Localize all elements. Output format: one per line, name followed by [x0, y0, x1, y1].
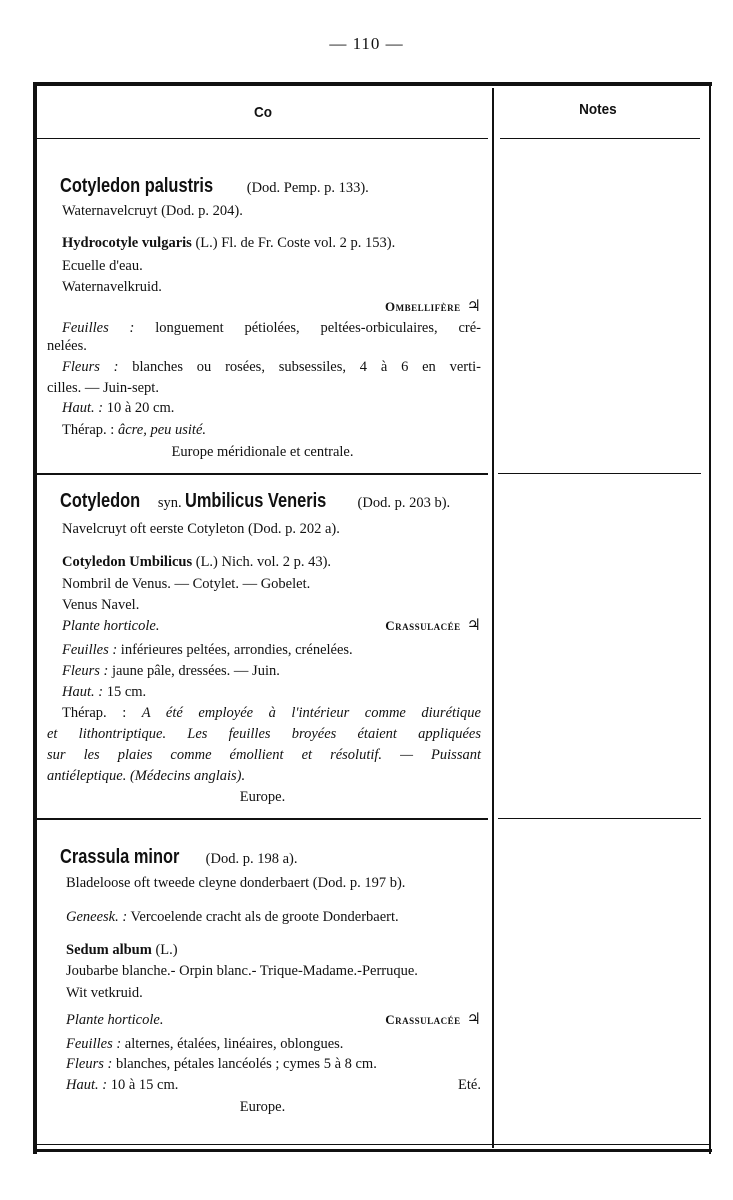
- entry-line: [62, 358, 481, 376]
- italic-text: Feuilles :: [62, 320, 135, 336]
- text: Europe.: [239, 1099, 286, 1115]
- entry-line: [66, 1055, 377, 1073]
- text: alternes, étalées, linéaires, oblongues.: [121, 1036, 344, 1052]
- italic-text: Haut. :: [62, 684, 104, 700]
- species-name: Sedum album: [66, 942, 152, 958]
- entry-line: [66, 1076, 481, 1094]
- text: cilles. — Juin-sept.: [47, 380, 159, 396]
- entry-line: [62, 662, 280, 680]
- text: Thérap. :: [62, 422, 118, 438]
- italic-text: Fleurs :: [62, 663, 109, 679]
- entry-line: [66, 1011, 481, 1029]
- entry-line: [47, 746, 481, 764]
- page-number: — 110 —: [329, 34, 404, 53]
- entry-line: [37, 1098, 488, 1116]
- text: (L.) Nich. vol. 2 p. 43).: [192, 554, 332, 570]
- entry-line: [37, 788, 488, 806]
- table-left-border: [33, 82, 37, 1154]
- italic-text: âcre, peu usité.: [117, 422, 207, 438]
- italic-text: Plante horticole.: [66, 1012, 164, 1028]
- table-bottom-border: [33, 1149, 712, 1152]
- family-name: Ombellifère: [385, 299, 461, 314]
- text: jaune pâle, dressées. — Juin.: [108, 663, 280, 679]
- text: (Dod. Pemp. p. 133).: [243, 180, 369, 196]
- entry-line: [62, 553, 331, 571]
- table-right-border: [709, 82, 711, 1154]
- entry-line: [66, 874, 405, 892]
- entry-line: [62, 399, 174, 417]
- section-rule-right: [498, 818, 701, 819]
- entry-heading: [60, 848, 297, 868]
- italic-text: Feuilles :: [66, 1036, 122, 1052]
- italic-text: antiéleptique. (Médecins anglais).: [47, 768, 246, 784]
- family-name: Crassulacée: [385, 618, 461, 633]
- entry-line: [62, 641, 353, 659]
- text: Wit vetkruid.: [66, 985, 143, 1001]
- header-rule-left: [37, 138, 488, 139]
- italic-text: Plante horticole.: [62, 618, 160, 634]
- family-name: Crassulacée: [385, 1012, 461, 1027]
- species-name: Hydrocotyle vulgaris: [62, 235, 192, 251]
- column-header-notes: Notes: [579, 101, 617, 118]
- entry-line: [66, 908, 399, 926]
- entry-line: [62, 202, 243, 220]
- entry-title: Cotyledon: [60, 490, 141, 512]
- entry-line: [62, 596, 139, 614]
- entry-line: [66, 1035, 343, 1053]
- text: Ecuelle d'eau.: [62, 258, 143, 274]
- table-bottom-border-inner: [37, 1144, 709, 1145]
- text: Waternavelcruyt (Dod. p. 204).: [62, 203, 243, 219]
- italic-text: et lithontriptique. Les feuilles broyées étaient appliquées: [47, 726, 481, 742]
- table-top-border: [33, 82, 712, 86]
- text: Bladeloose oft tweede cleyne donderbaert (Dod. p. 197 b).: [66, 875, 406, 891]
- italic-text: Feuilles :: [62, 642, 118, 658]
- header-rule-right: [500, 138, 700, 139]
- section-rule-left: [37, 818, 488, 820]
- italic-text: Geneesk. :: [66, 909, 128, 925]
- text: (Dod. p. 203 b).: [353, 495, 451, 511]
- perennial-symbol-icon: ♃: [466, 1011, 481, 1028]
- text: 10 à 15 cm.: [107, 1077, 179, 1093]
- entry-line: [37, 443, 488, 461]
- text: 15 cm.: [103, 684, 147, 700]
- italic-text: A été employée à l'intérieur comme diurétique: [141, 705, 481, 721]
- text: (Dod. p. 198 a).: [202, 851, 298, 867]
- italic-text: sur les plaies comme émollient et résolutif. — Puissant: [47, 747, 481, 763]
- italic-text: Fleurs :: [66, 1056, 113, 1072]
- text: blanches ou rosées, subsessiles, 4 à 6 en verti-: [118, 359, 481, 375]
- entry-line: [62, 257, 143, 275]
- text: 10 à 20 cm.: [103, 400, 175, 416]
- perennial-symbol-icon: ♃: [466, 298, 481, 315]
- text: longuement pétiolées, peltées-orbiculaires, cré-: [134, 320, 481, 336]
- text: (L.) Fl. de Fr. Coste vol. 2 p. 153).: [191, 235, 396, 251]
- entry-line: [62, 421, 206, 439]
- entry-title: Crassula minor: [60, 846, 180, 868]
- column-divider: [492, 88, 494, 1148]
- entry-line: [62, 234, 395, 252]
- column-header-entries: Co: [254, 104, 272, 121]
- text: Eté.: [458, 1077, 481, 1093]
- text: Europe méridionale et centrale.: [171, 444, 354, 460]
- entry-line: [66, 984, 143, 1002]
- text: Thérap. :: [62, 705, 142, 721]
- text: nelées.: [47, 338, 87, 354]
- italic-text: Fleurs :: [62, 359, 119, 375]
- text: (L.): [151, 942, 178, 958]
- entry-line: [62, 704, 481, 722]
- entry-line: [62, 575, 310, 593]
- section-rule-left: [37, 473, 488, 475]
- species-name: Cotyledon Umbilicus: [62, 554, 193, 570]
- italic-text: Haut. :: [66, 1077, 108, 1093]
- entry-line: [47, 725, 481, 743]
- perennial-symbol-icon: ♃: [466, 617, 481, 634]
- entry-title: Umbilicus Veneris: [185, 490, 327, 512]
- entry-line: [62, 319, 481, 337]
- text: blanches, pétales lancéolés ; cymes 5 à 8 cm.: [112, 1056, 377, 1072]
- entry-title: Cotyledon palustris: [60, 175, 214, 197]
- text: Europe.: [239, 789, 286, 805]
- italic-text: Haut. :: [62, 400, 104, 416]
- entry-line: [62, 617, 481, 635]
- entry-line: [47, 767, 245, 785]
- entry-line: [62, 683, 146, 701]
- text: Venus Navel.: [62, 597, 140, 613]
- text: syn.: [154, 495, 186, 511]
- entry-line: [66, 962, 418, 980]
- entry-line: [66, 941, 178, 959]
- entry-line: [47, 379, 159, 397]
- text: Waternavelkruid.: [62, 279, 162, 295]
- entry-line: [62, 278, 162, 296]
- entry-line: [62, 520, 340, 538]
- text: Joubarbe blanche.- Orpin blanc.- Trique-Madame.-Perruque.: [66, 963, 418, 979]
- text: Nombril de Venus. — Cotylet. — Gobelet.: [62, 576, 311, 592]
- entry-heading: [60, 177, 369, 197]
- text: inférieures peltées, arrondies, crénelées.: [117, 642, 353, 658]
- entry-heading: [60, 492, 450, 512]
- text: Navelcruyt oft eerste Cotyleton (Dod. p. 202 a).: [62, 521, 340, 537]
- section-rule-right: [498, 473, 701, 474]
- text: Vercoelende cracht als de groote Donderbaert.: [127, 909, 399, 925]
- entry-line: [47, 337, 87, 355]
- entry-line: [385, 298, 481, 316]
